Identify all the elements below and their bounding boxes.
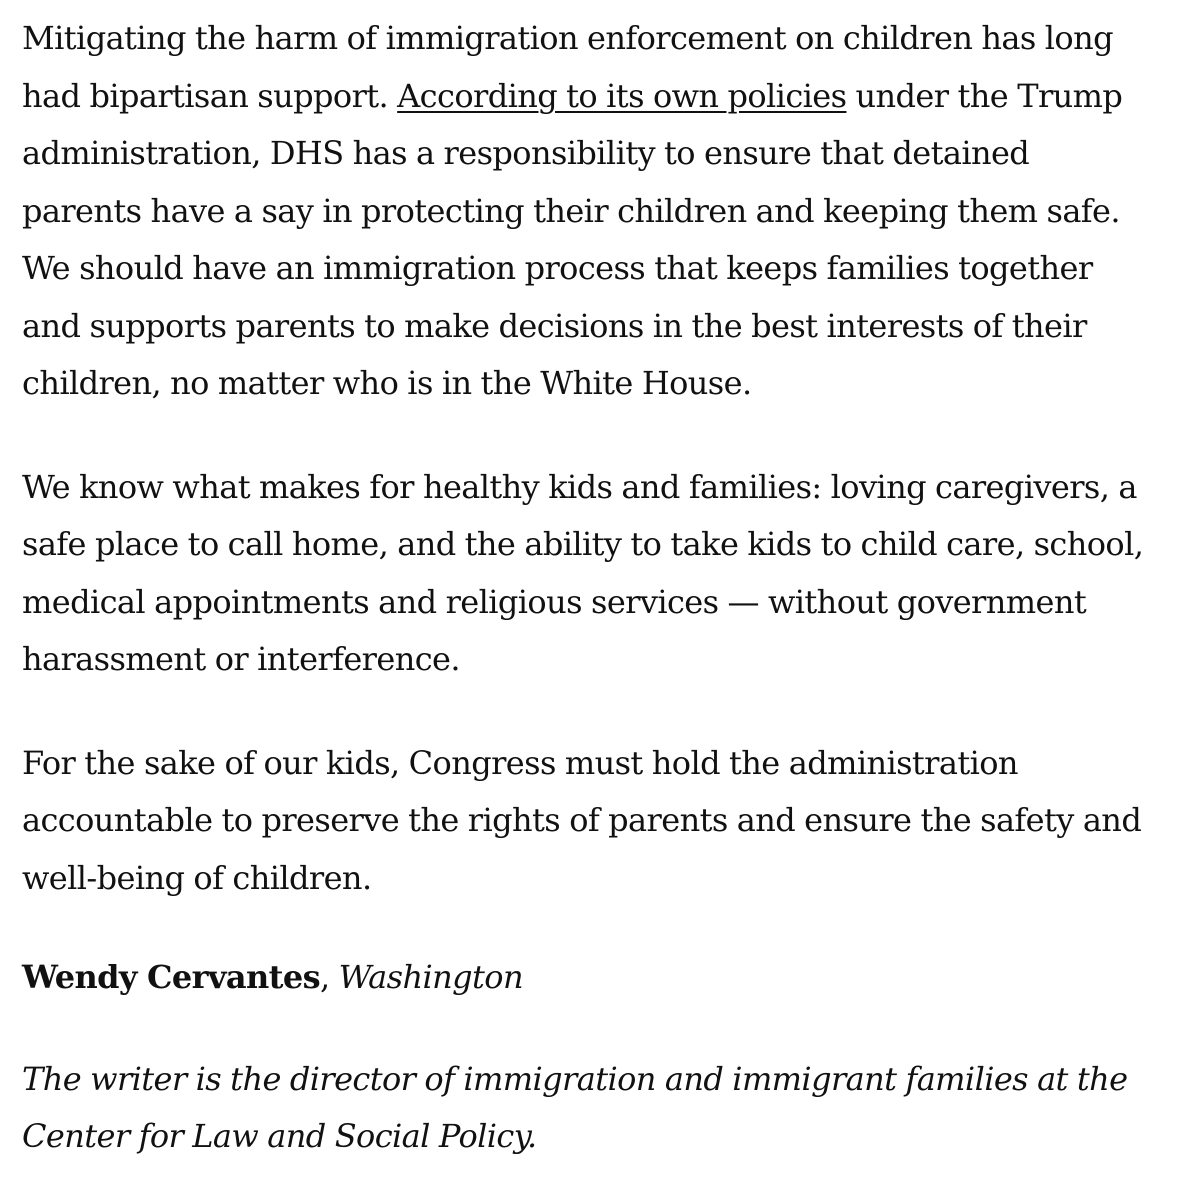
paragraph-1-line-5: We should have an immigration process that keeps families together bbox=[22, 249, 1093, 287]
paragraph-2-line-3: medical appointments and religious services — without government bbox=[22, 582, 1087, 621]
paragraph-2 bbox=[22, 459, 1178, 689]
policies-link[interactable]: According to its own policies bbox=[397, 76, 847, 115]
paragraph-1 bbox=[22, 10, 1178, 413]
paragraph-3-line-3: well-being of children. bbox=[22, 858, 372, 897]
paragraph-1-line-7: children, no matter who is in the White House. bbox=[22, 364, 752, 402]
paragraph-2-line-1: We know what makes for healthy kids and families: loving caregivers, a bbox=[22, 467, 1137, 506]
author-bio bbox=[22, 1051, 1178, 1166]
signature-line bbox=[22, 949, 1178, 1007]
paragraph-1-line-1: Mitigating the harm of immigration enforcement on children has long bbox=[22, 19, 1113, 57]
author-bio-line-2: Center for Law and Social Policy. bbox=[22, 1117, 537, 1155]
author-location: Washington bbox=[338, 958, 523, 996]
paragraph-3-line-1: For the sake of our kids, Congress must hold the administration bbox=[22, 743, 1018, 782]
paragraph-2-line-4: harassment or interference. bbox=[22, 640, 460, 678]
signature-separator: , bbox=[320, 958, 339, 996]
paragraph-3 bbox=[22, 735, 1178, 908]
signature bbox=[22, 949, 1178, 1007]
paragraph-1-line-2 bbox=[22, 68, 1178, 126]
paragraph-1-line-2-after: under the Trump bbox=[846, 76, 1123, 115]
paragraph-3-line-2: accountable to preserve the rights of parents and ensure the safety and bbox=[22, 801, 1142, 839]
author-name: Wendy Cervantes bbox=[22, 958, 321, 996]
paragraph-1-line-6: and supports parents to make decisions in the best interests of their bbox=[22, 306, 1087, 345]
paragraph-1-line-4: parents have a say in protecting their children and keeping them safe. bbox=[22, 191, 1120, 230]
paragraph-1-line-3: administration, DHS has a responsibility to ensure that detained bbox=[22, 134, 1030, 172]
author-bio-line-1: The writer is the director of immigration and immigrant families at the bbox=[22, 1059, 1128, 1098]
paragraph-1-line-2-before: had bipartisan support. bbox=[22, 76, 398, 115]
paragraph-2-line-2: safe place to call home, and the ability to take kids to child care, school, bbox=[22, 525, 1144, 563]
